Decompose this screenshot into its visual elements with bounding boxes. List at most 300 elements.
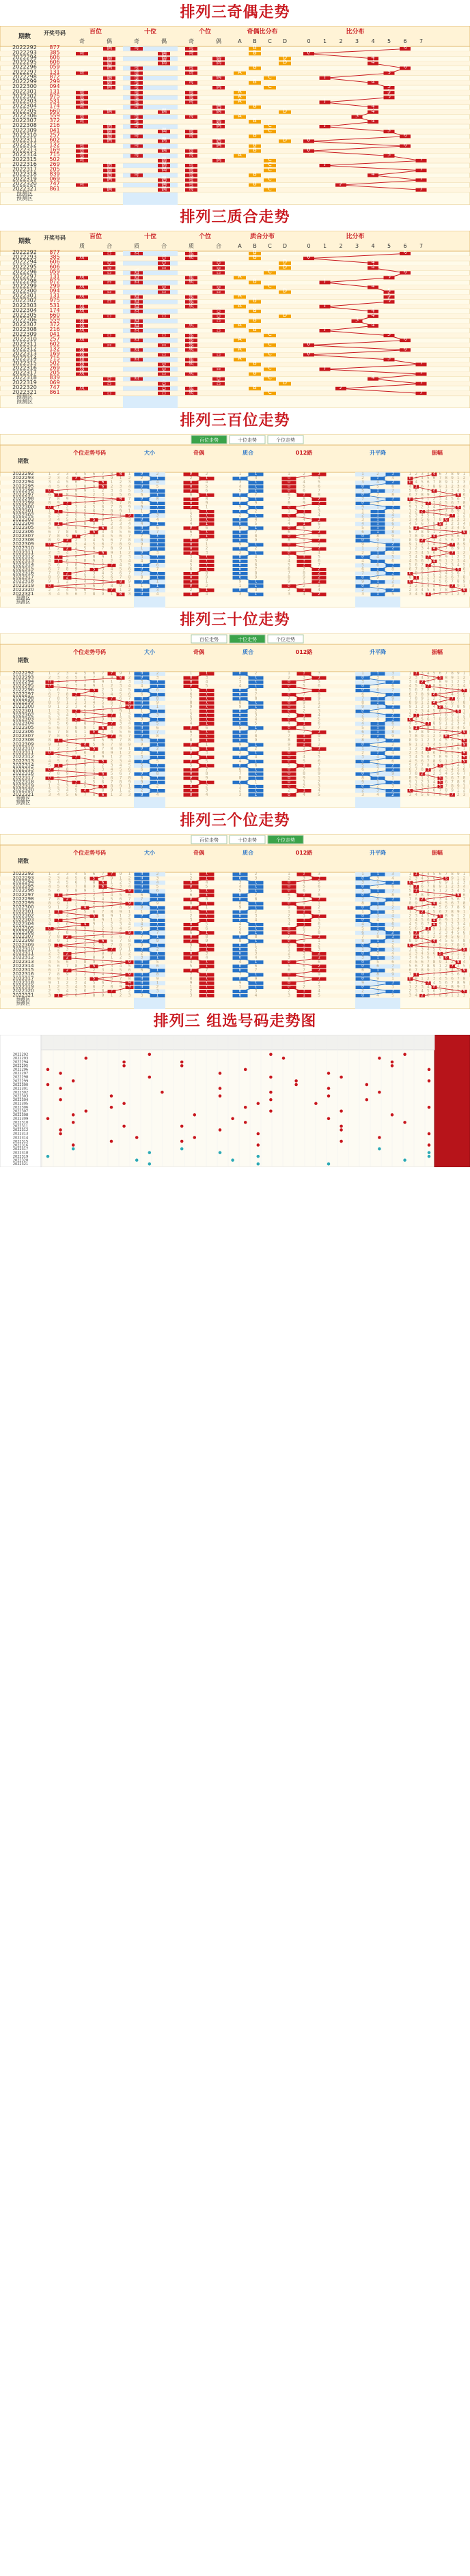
hit-text: 2 — [318, 746, 320, 752]
miss-count: 7 — [451, 905, 454, 911]
miss-count: 2 — [432, 934, 436, 939]
miss-count: 6 — [156, 725, 159, 730]
hit-text: 2 — [66, 968, 69, 973]
header-ratio-label: C — [268, 243, 272, 249]
miss-count: 1 — [376, 504, 379, 510]
marker-text: 质 — [134, 249, 139, 256]
period-cell: 2022301 — [12, 908, 34, 915]
hit-text: 0 — [288, 542, 290, 547]
miss-count: 2 — [421, 579, 424, 584]
hit-text: 1 — [254, 488, 258, 493]
miss-count: 9 — [303, 939, 305, 944]
hit-text: 1 — [156, 909, 159, 915]
miss-count: 6 — [462, 492, 466, 498]
miss-count: 8 — [421, 567, 424, 572]
miss-count: 2 — [92, 691, 96, 697]
miss-count: 5 — [66, 917, 69, 923]
miss-count: 6 — [456, 734, 460, 739]
miss-count: 4 — [128, 683, 131, 689]
miss-count: 6 — [445, 704, 448, 710]
hit-text: 0 — [409, 788, 412, 793]
miss-count: 3 — [426, 905, 430, 911]
miss-count: 2 — [101, 488, 105, 493]
miss-count: 7 — [462, 896, 466, 902]
marker-text: 合 — [161, 331, 167, 338]
period-cell: 2022301 — [12, 708, 34, 714]
miss-count: 2 — [101, 888, 105, 893]
hit-text: 2 — [391, 738, 394, 743]
miss-count: 9 — [451, 951, 454, 956]
period-cell: 2022318 — [12, 779, 34, 785]
marker-text: 质 — [189, 369, 194, 376]
hit-text: 1 — [254, 513, 258, 518]
miss-count: 3 — [303, 513, 305, 518]
hit-text: 2 — [391, 767, 394, 772]
hit-text: 1 — [376, 909, 379, 915]
miss-count: 9 — [376, 538, 379, 543]
miss-count: 4 — [110, 767, 113, 772]
hit-text: 6 — [101, 771, 105, 777]
hit-text: 1 — [156, 917, 159, 923]
miss-count: 2 — [421, 742, 424, 747]
group-header: 大小 — [144, 450, 155, 456]
period-cell: 2022308 — [12, 938, 34, 944]
marker-text: 偶 — [107, 175, 112, 182]
miss-count: 2 — [119, 754, 122, 760]
miss-count: 9 — [456, 583, 460, 588]
miss-count: 9 — [415, 500, 418, 506]
miss-count: 5 — [128, 963, 131, 969]
miss-count: 6 — [303, 525, 305, 530]
miss-count: 2 — [451, 558, 454, 564]
miss-count: 6 — [318, 521, 320, 526]
miss-count: 2 — [432, 696, 436, 701]
hit-text: 5 — [439, 775, 442, 781]
number-cell: 169 — [49, 350, 60, 357]
miss-count: 1 — [361, 872, 364, 877]
miss-count: 1 — [451, 717, 454, 722]
miss-count: 3 — [205, 951, 208, 956]
hit-text: 1 — [303, 872, 305, 877]
header-dist-label: 3 — [355, 243, 359, 249]
hit-text: 1 — [254, 784, 258, 789]
hit-text: 9 — [128, 513, 131, 518]
dist-text: 4 — [371, 54, 375, 61]
header-dist-label: 4 — [371, 38, 375, 44]
miss-count: 8 — [83, 484, 87, 489]
miss-count: 3 — [83, 538, 87, 543]
hit-text: 1 — [376, 947, 379, 952]
marker-text: 质 — [189, 345, 194, 352]
miss-count: 4 — [119, 963, 122, 969]
miss-count: 4 — [415, 591, 418, 597]
row-bg — [0, 168, 470, 173]
miss-count: 8 — [432, 521, 436, 526]
hit-text: 1 — [376, 488, 379, 493]
number-cell: 975 — [49, 297, 60, 304]
miss-count: 6 — [432, 550, 436, 556]
period-cell: 2022321 — [12, 185, 37, 192]
miss-count: 3 — [415, 587, 418, 592]
marker-text: 奇 — [134, 88, 139, 95]
period-cell: 2022295 — [12, 59, 37, 66]
miss-count: 6 — [48, 892, 51, 898]
marker-text: 奇 — [79, 93, 85, 100]
miss-count: 4 — [421, 913, 424, 919]
miss-count: 9 — [92, 484, 96, 489]
marker-text: 合 — [107, 268, 112, 275]
miss-count: 1 — [462, 909, 466, 915]
miss-count: 8 — [426, 488, 430, 493]
hit-text: 2 — [318, 968, 320, 973]
miss-count: 9 — [409, 704, 412, 710]
miss-count: 1 — [92, 488, 96, 493]
miss-count: 5 — [409, 888, 412, 893]
hit-text: 0 — [361, 905, 364, 911]
miss-count: 7 — [92, 513, 96, 518]
miss-count: 1 — [361, 546, 364, 552]
number-cell: 041 — [49, 331, 60, 338]
miss-count: 9 — [101, 591, 105, 597]
miss-count: 6 — [426, 517, 430, 522]
miss-count: 4 — [101, 534, 105, 539]
miss-count: 3 — [189, 754, 193, 760]
miss-count: 6 — [119, 972, 122, 977]
miss-count: 6 — [66, 683, 69, 689]
hit-text: 1 — [156, 583, 159, 588]
marker-text: 合 — [161, 259, 167, 266]
miss-count: 5 — [288, 687, 290, 693]
miss-count: 6 — [57, 562, 60, 568]
row-bg — [0, 352, 470, 357]
miss-count: 8 — [432, 758, 436, 764]
hit-text: 0 — [189, 546, 193, 552]
miss-count: 4 — [426, 784, 430, 789]
miss-count: 8 — [432, 884, 436, 889]
miss-count: 1 — [66, 700, 69, 705]
hit-text: 1 — [254, 704, 258, 710]
miss-count: 2 — [48, 951, 51, 956]
miss-count: 1 — [456, 587, 460, 592]
miss-count: 4 — [462, 959, 466, 964]
miss-count: 8 — [376, 934, 379, 939]
miss-count: 3 — [189, 554, 193, 560]
period-cell: 2022301 — [12, 292, 37, 299]
row-bg — [0, 760, 470, 764]
hit-text: 0 — [238, 587, 242, 592]
hit-text: 1 — [156, 934, 159, 939]
marker-text: 偶 — [161, 156, 167, 162]
miss-count: 9 — [48, 579, 51, 584]
miss-count: 1 — [409, 583, 412, 588]
miss-count: 7 — [57, 930, 60, 935]
miss-count: 9 — [119, 909, 122, 915]
miss-count: 5 — [439, 579, 442, 584]
hit-text: 2 — [318, 567, 320, 572]
hit-text: 6 — [101, 784, 105, 789]
hit-text: 7 — [110, 734, 113, 739]
miss-count: 6 — [110, 901, 113, 906]
period-cell: 2022309 — [12, 331, 37, 338]
miss-count: 7 — [462, 534, 466, 539]
miss-count: 3 — [376, 675, 379, 681]
miss-count: 5 — [110, 934, 113, 939]
hit-text: 0 — [288, 771, 290, 777]
miss-count: 1 — [48, 909, 51, 915]
period-cell: 2022320 — [12, 787, 34, 793]
miss-count: 5 — [128, 725, 131, 730]
miss-count: 8 — [140, 738, 143, 743]
miss-count: 7 — [391, 525, 394, 530]
ratio-text: D — [282, 137, 288, 143]
miss-count: 5 — [205, 758, 208, 764]
miss-count: 9 — [128, 504, 131, 510]
miss-count: 8 — [92, 792, 96, 797]
marker-text: 质 — [134, 316, 139, 323]
period-cell: 2022314 — [12, 762, 34, 768]
miss-count: 7 — [462, 771, 466, 777]
miss-count: 3 — [83, 575, 87, 580]
miss-count: 8 — [445, 913, 448, 919]
miss-count: 1 — [318, 939, 320, 944]
marker-text: 合 — [161, 350, 167, 357]
miss-count: 5 — [439, 542, 442, 547]
marker-text: 质 — [79, 350, 85, 357]
hit-text: 0 — [189, 583, 193, 588]
dist-text: 0 — [307, 341, 311, 347]
hit-text: 4 — [432, 488, 436, 493]
miss-count: 1 — [110, 754, 113, 760]
marker-text: 奇 — [79, 117, 85, 124]
dist-text: 6 — [403, 132, 407, 139]
miss-count: 9 — [462, 579, 466, 584]
period-cell: 2022297 — [12, 691, 34, 697]
miss-count: 5 — [156, 959, 159, 964]
miss-count: 8 — [456, 579, 460, 584]
miss-count: 9 — [110, 675, 113, 681]
miss-count: 8 — [205, 896, 208, 902]
period-cell: 2022318 — [12, 578, 34, 584]
miss-count: 7 — [421, 562, 424, 568]
hit-text: 0 — [238, 717, 242, 722]
marker-text: 奇 — [189, 132, 194, 139]
miss-count: 2 — [432, 496, 436, 502]
ratio-text: B — [253, 102, 257, 109]
period-cell: 2022319 — [12, 783, 34, 789]
hit-text: 0 — [238, 746, 242, 752]
period-cell: 2022311 — [12, 749, 34, 756]
miss-count: 4 — [456, 725, 460, 730]
miss-count: 9 — [189, 704, 193, 710]
hit-text: 1 — [303, 671, 305, 676]
miss-count: 4 — [456, 525, 460, 530]
header-sub: 合 — [107, 243, 112, 249]
miss-count: 5 — [128, 762, 131, 768]
hit-text: 1 — [254, 921, 258, 927]
group-header: 奇偶 — [193, 850, 204, 856]
miss-count: 9 — [426, 729, 430, 734]
miss-count: 1 — [409, 784, 412, 789]
miss-count: 3 — [57, 876, 60, 881]
miss-count: 6 — [439, 909, 442, 915]
hit-text: 7 — [110, 721, 113, 726]
miss-count: 9 — [288, 905, 290, 911]
hit-text: 0 — [409, 943, 412, 948]
hit-text: 1 — [205, 717, 208, 722]
miss-count: 7 — [83, 517, 87, 522]
miss-count: 2 — [83, 734, 87, 739]
miss-count: 3 — [57, 513, 60, 518]
predict-row: 预测区 — [16, 795, 31, 801]
miss-count: 3 — [83, 775, 87, 781]
marker-text: 质 — [134, 326, 139, 333]
period-cell: 2022314 — [12, 562, 34, 568]
miss-count: 3 — [445, 968, 448, 973]
miss-count: 1 — [205, 504, 208, 510]
miss-count: 8 — [426, 888, 430, 893]
miss-count: 1 — [456, 713, 460, 718]
miss-count: 5 — [66, 754, 69, 760]
miss-count: 3 — [156, 675, 159, 681]
miss-count: 2 — [119, 955, 122, 960]
miss-count: 1 — [57, 504, 60, 510]
miss-count: 1 — [83, 529, 87, 534]
miss-count: 6 — [288, 529, 290, 534]
hit-text: 4 — [83, 788, 87, 793]
hit-text: 1 — [303, 696, 305, 701]
miss-count: 8 — [456, 742, 460, 747]
miss-count: 1 — [462, 546, 466, 552]
miss-count: 6 — [140, 767, 143, 772]
hit-text: 2 — [318, 951, 320, 956]
miss-count: 7 — [110, 504, 113, 510]
miss-count: 8 — [205, 496, 208, 502]
row-bg — [0, 256, 470, 261]
predict-row: 预测区 — [16, 595, 31, 601]
marker-text: 质 — [79, 273, 85, 280]
hit-text: 1 — [254, 504, 258, 510]
miss-count: 8 — [439, 679, 442, 685]
miss-count: 7 — [391, 687, 394, 693]
miss-count: 6 — [439, 509, 442, 514]
miss-count: 1 — [189, 872, 193, 877]
miss-count: 8 — [254, 734, 258, 739]
miss-count: 4 — [376, 717, 379, 722]
miss-count: 1 — [432, 529, 436, 534]
hit-text: 2 — [318, 579, 320, 584]
miss-count: 4 — [92, 575, 96, 580]
miss-count: 9 — [426, 492, 430, 498]
miss-count: 6 — [456, 496, 460, 502]
miss-count: 6 — [66, 558, 69, 564]
miss-count: 6 — [318, 758, 320, 764]
hit-text: 0 — [140, 496, 143, 502]
miss-count: 5 — [451, 571, 454, 576]
hit-text: 1 — [205, 558, 208, 564]
miss-count: 1 — [432, 968, 436, 973]
miss-count: 3 — [456, 683, 460, 689]
hit-text: 0 — [189, 480, 193, 485]
hit-text: 0 — [288, 476, 290, 481]
hit-text: 7 — [451, 696, 454, 701]
dist-text: 4 — [371, 259, 375, 266]
miss-count: 1 — [101, 683, 105, 689]
marker-text: 偶 — [107, 127, 112, 134]
miss-count: 6 — [140, 492, 143, 498]
miss-count: 7 — [92, 550, 96, 556]
miss-count: 3 — [128, 880, 131, 885]
miss-count: 4 — [128, 484, 131, 489]
row-bg — [0, 343, 470, 347]
marker-text: 奇 — [189, 44, 194, 51]
hit-text: 0 — [140, 687, 143, 693]
hit-text: 1 — [303, 734, 305, 739]
hit-text: 0 — [238, 917, 242, 923]
hit-text: 0 — [361, 583, 364, 588]
hit-text: 1 — [156, 951, 159, 956]
miss-count: 5 — [83, 784, 87, 789]
marker-text: 偶 — [107, 166, 112, 173]
miss-count: 2 — [456, 717, 460, 722]
hit-text: 0 — [238, 943, 242, 948]
miss-count: 6 — [409, 529, 412, 534]
hit-text: 0 — [288, 784, 290, 789]
hit-text: 1 — [205, 872, 208, 877]
hit-text: 1 — [303, 943, 305, 948]
miss-count: 4 — [119, 687, 122, 693]
miss-count: 7 — [83, 591, 87, 597]
miss-count: 4 — [110, 567, 113, 572]
miss-count: 7 — [318, 888, 320, 893]
miss-count: 7 — [462, 571, 466, 576]
miss-count: 5 — [205, 683, 208, 689]
marker-text: 奇 — [189, 151, 194, 158]
miss-count: 6 — [254, 562, 258, 568]
miss-count: 3 — [462, 679, 466, 685]
miss-count: 6 — [119, 696, 122, 701]
miss-count: 3 — [110, 488, 113, 493]
marker-text: 奇 — [189, 161, 194, 168]
miss-count: 1 — [426, 496, 430, 502]
miss-count: 8 — [101, 951, 105, 956]
miss-count: 3 — [456, 558, 460, 564]
miss-count: 6 — [421, 884, 424, 889]
row-bg — [0, 333, 470, 338]
marker-text: 合 — [216, 306, 221, 313]
miss-count: 9 — [92, 959, 96, 964]
miss-count: 4 — [376, 480, 379, 485]
hit-text: 2 — [391, 896, 394, 902]
miss-count: 9 — [83, 687, 87, 693]
miss-count: 3 — [415, 913, 418, 919]
miss-count: 2 — [92, 892, 96, 898]
miss-count: 5 — [57, 721, 60, 726]
miss-count: 1 — [101, 558, 105, 564]
hit-text: 5 — [92, 729, 96, 734]
marker-text: 奇 — [79, 112, 85, 119]
miss-count: 6 — [415, 562, 418, 568]
marker-text: 合 — [107, 278, 112, 285]
period-cell: 2022299 — [12, 283, 37, 289]
hit-text: 1 — [376, 671, 379, 676]
period-cell: 2022305 — [12, 724, 34, 730]
miss-count: 2 — [128, 750, 131, 756]
hit-text: 0 — [238, 521, 242, 526]
miss-count: 2 — [110, 521, 113, 526]
number-cell: 372 — [49, 321, 60, 328]
row-bg — [0, 139, 470, 143]
miss-count: 8 — [439, 792, 442, 797]
